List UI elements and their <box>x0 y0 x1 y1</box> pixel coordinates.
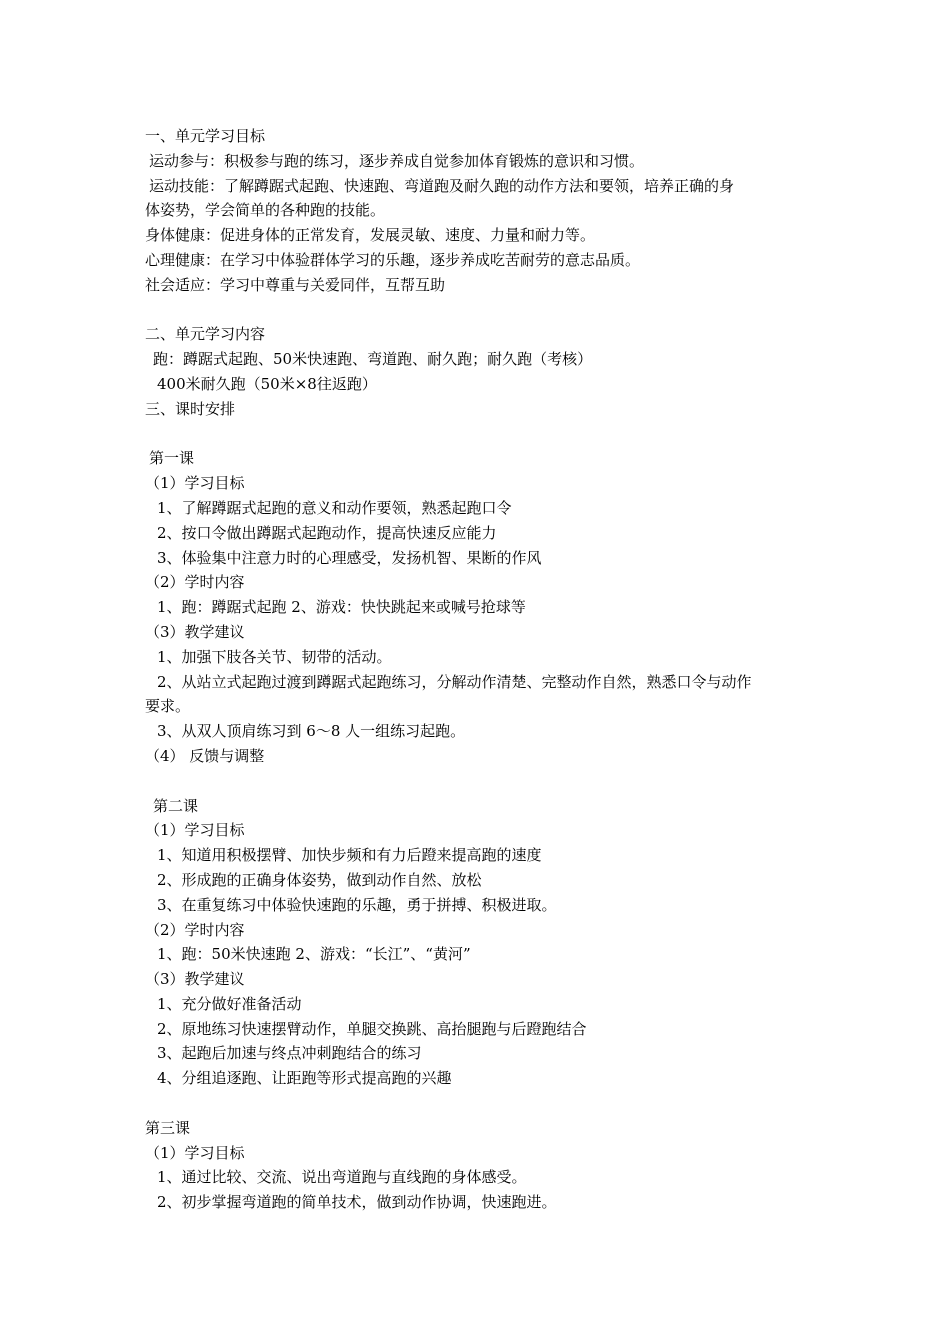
text-line: 1、充分做好准备活动 <box>157 994 302 1013</box>
text-line: 1、加强下肢各关节、韧带的活动。 <box>157 647 392 666</box>
text-line: 1、了解蹲踞式起跑的意义和动作要领，熟悉起跑口令 <box>157 498 512 517</box>
text-line: 3、在重复练习中体验快速跑的乐趣，勇于拼搏、积极进取。 <box>157 895 557 914</box>
text-line: 1、知道用积极摆臂、加快步频和有力后蹬来提高跑的速度 <box>157 846 542 865</box>
text-line: 3、起跑后加速与终点冲刺跑结合的练习 <box>157 1044 422 1063</box>
text-line: 2、按口令做出蹲踞式起跑动作，提高快速反应能力 <box>157 523 497 542</box>
text-line: 一、单元学习目标 <box>145 127 266 145</box>
text-line: 身体健康：促进身体的正常发育，发展灵敏、速度、力量和耐力等。 <box>145 226 596 245</box>
blank-line <box>145 769 820 794</box>
text-line: 心理健康：在学习中体验群体学习的乐趣，逐步养成吃苦耐劳的意志品质。 <box>145 250 641 269</box>
blank-line <box>145 298 820 323</box>
text-line: （1）学习目标 <box>145 821 245 840</box>
text-line: 2、从站立式起跑过渡到蹲踞式起跑练习，分解动作清楚、完整动作自然，熟悉口令与动作 <box>157 672 752 691</box>
blank-line <box>145 422 820 447</box>
text-line: 第三课 <box>145 1118 191 1137</box>
text-line: （1）学习目标 <box>145 474 245 493</box>
text-line: 第一课 <box>149 449 195 468</box>
text-line: 第二课 <box>153 796 199 815</box>
text-line: 2、原地练习快速摆臂动作，单腿交换跳、高抬腿跑与后蹬跑结合 <box>157 1019 587 1038</box>
text-line: （2）学时内容 <box>145 920 245 939</box>
text-line: 1、通过比较、交流、说出弯道跑与直线跑的身体感受。 <box>157 1168 527 1187</box>
text-line: 二、单元学习内容 <box>145 325 266 344</box>
text-line: （3）教学建议 <box>145 622 245 641</box>
text-line: 社会适应：学习中尊重与关爱同伴，互帮互助 <box>145 275 446 294</box>
text-line: （4） 反馈与调整 <box>145 746 265 765</box>
text-line: 400米耐久跑（50米×8往返跑） <box>157 374 377 393</box>
text-line: 三、课时安排 <box>145 399 236 418</box>
text-line: 2、初步掌握弯道跑的简单技术，做到动作协调，快速跑进。 <box>157 1193 557 1212</box>
text-line: （3）教学建议 <box>145 970 245 989</box>
text-line: 运动技能：了解蹲踞式起跑、快速跑、弯道跑及耐久跑的动作方法和要领，培养正确的身 <box>149 176 735 195</box>
text-line: 跑：蹲踞式起跑、50米快速跑、弯道跑、耐久跑；耐久跑（考核） <box>153 350 593 369</box>
text-line: 3、从双人顶肩练习到 6～8 人一组练习起跑。 <box>157 722 466 741</box>
text-line: 3、体验集中注意力时的心理感受，发扬机智、果断的作风 <box>157 548 542 567</box>
text-line: （2）学时内容 <box>145 573 245 592</box>
text-line: 2、形成跑的正确身体姿势，做到动作自然、放松 <box>157 870 482 889</box>
text-line: 要求。 <box>145 697 191 716</box>
text-line: 1、跑：50米快速跑 2、游戏：“长江”、“黄河” <box>157 945 471 964</box>
text-line: 体姿势，学会简单的各种跑的技能。 <box>145 201 386 220</box>
text-line: 4、分组追逐跑、让距跑等形式提高跑的兴趣 <box>157 1069 452 1088</box>
text-line: （1）学习目标 <box>145 1143 245 1162</box>
text-line: 运动参与：积极参与跑的练习，逐步养成自觉参加体育锻炼的意识和习惯。 <box>149 151 645 170</box>
text-line: 1、跑：蹲踞式起跑 2、游戏：快快跳起来或喊号抢球等 <box>157 598 526 617</box>
blank-line <box>145 1091 820 1116</box>
